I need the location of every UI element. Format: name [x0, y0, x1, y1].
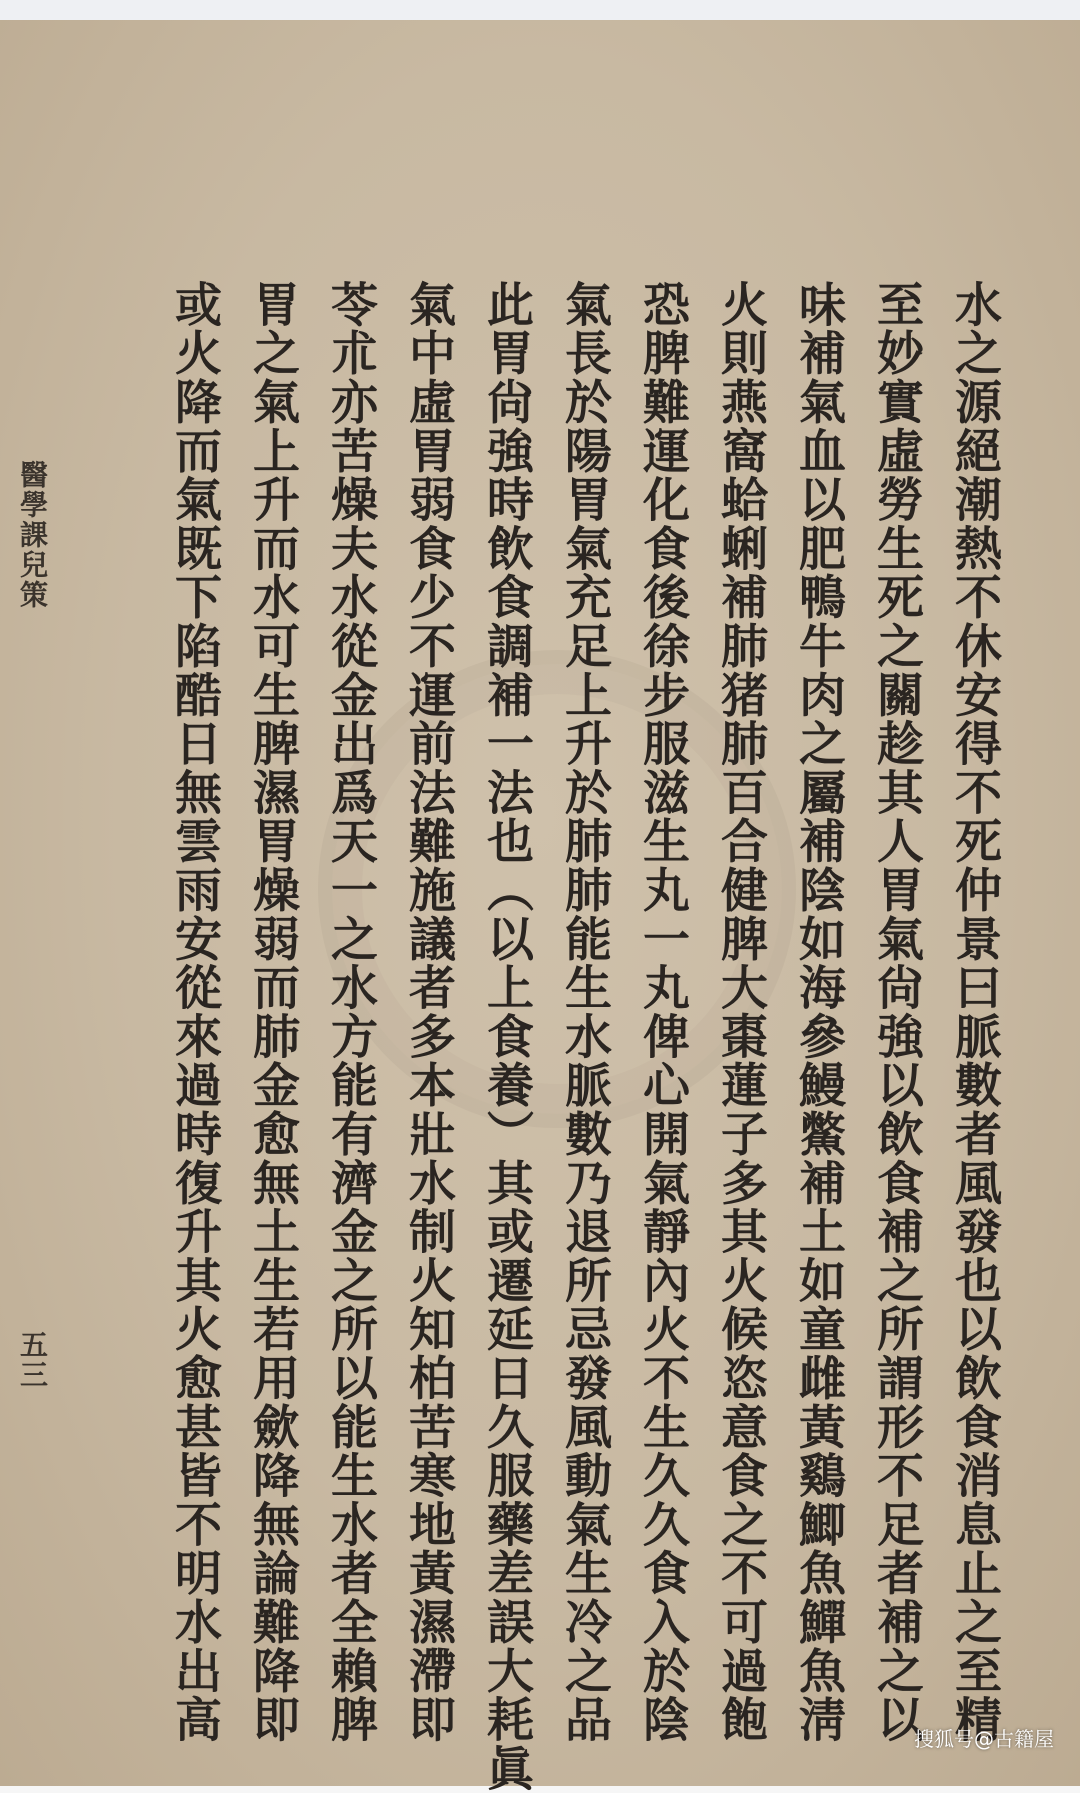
text-column-11: 或火降而氣既下陷酷日無雲雨安從來過時復升其火愈甚皆不明水出高 — [167, 280, 222, 1744]
text-column-3: 味補氣血以肥鴨牛肉之屬補陰如海參鰻鱉補土如童雌黃鷄鯽魚鱓魚淸 — [791, 280, 846, 1744]
page-number: 五三 — [16, 1330, 49, 1390]
text-column-2: 至妙實虛勞生死之關趁其人胃氣尙強以飲食補之所謂形不足者補之以 — [869, 280, 924, 1744]
browser-top-bar — [0, 0, 1080, 20]
text-column-1: 水之源絕潮熱不休安得不死仲景曰脈數者風發也以飲食消息止之至精 — [947, 280, 1002, 1744]
text-column-5: 恐脾難運化食後徐步服滋生丸一丸俾心開氣靜內火不生久久食入於陰 — [635, 280, 690, 1744]
text-column-8: 氣中虛胃弱食少不運前法難施議者多本壯水制火知柏苦寒地黃濕滯即 — [401, 280, 456, 1744]
text-column-10: 胃之氣上升而水可生脾濕胃燥弱而肺金愈無土生若用歛降無論難降即 — [245, 280, 300, 1744]
book-page — [0, 20, 1080, 1793]
text-column-4: 火則燕窩蛤蜊補肺猪肺百合健脾大棗蓮子多其火候恣意食之不可過飽 — [713, 280, 768, 1744]
text-column-6: 氣長於陽胃氣充足上升於肺肺能生水脈數乃退所忌發風動氣生冷之品 — [557, 280, 612, 1744]
book-title-margin: 醫學課兒策 — [16, 460, 49, 610]
text-column-9: 苓朮亦苦燥夫水從金出爲天一之水方能有濟金之所以能生水者全賴脾 — [323, 280, 378, 1744]
text-column-7: 此胃尙強時飲食調補一法也（以上食養）其或遷延日久服藥差誤大耗眞 — [479, 280, 534, 1793]
sohu-watermark: 搜狐号@古籍屋 — [914, 1727, 1054, 1751]
